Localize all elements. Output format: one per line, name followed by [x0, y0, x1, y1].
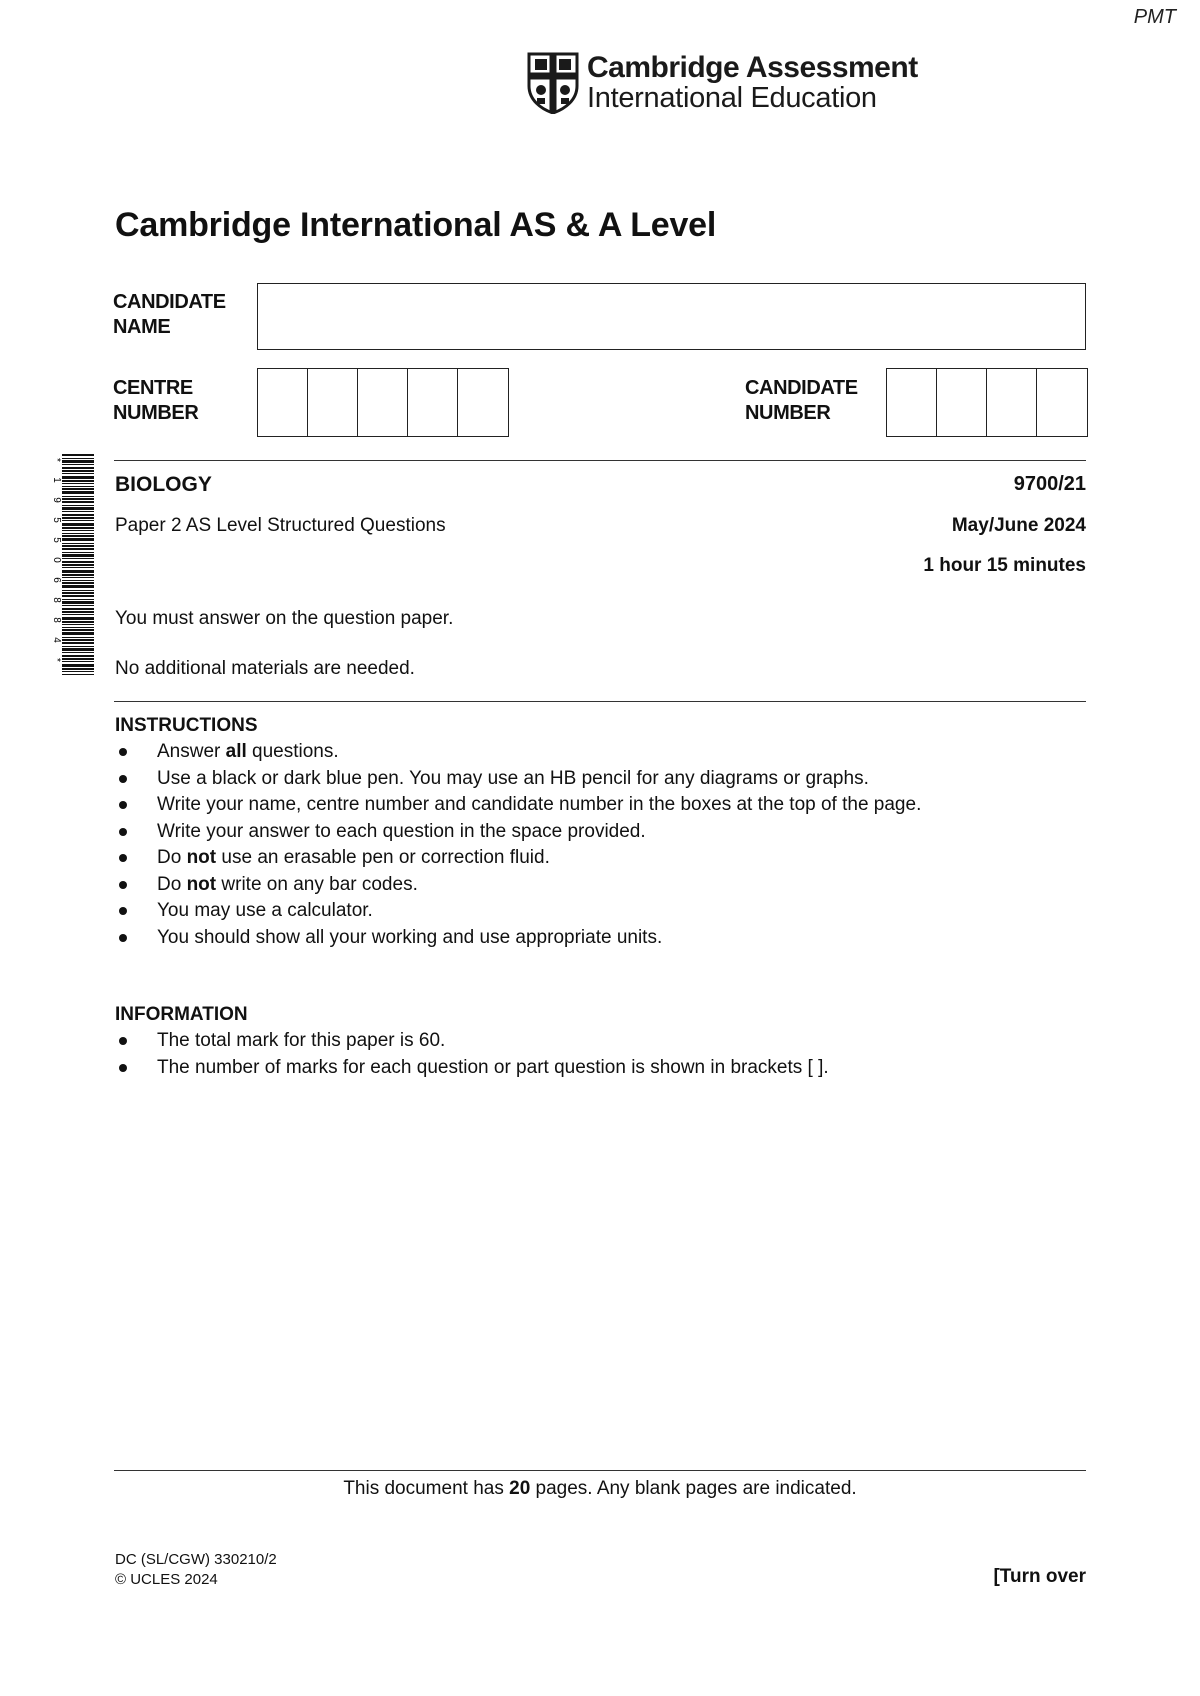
list-item: Do not use an erasable pen or correction fluid. — [115, 845, 921, 872]
barcode-digit: 8 — [51, 617, 62, 623]
information-list — [115, 1028, 829, 1081]
bullet-icon — [119, 907, 127, 915]
digit-box[interactable] — [408, 369, 458, 436]
list-item: The total mark for this paper is 60. — [115, 1028, 829, 1055]
digit-box[interactable] — [1037, 369, 1087, 436]
information-heading: INFORMATION — [115, 1004, 248, 1025]
document-code: DC (SL/CGW) 330210/2 © UCLES 2024 — [115, 1551, 277, 1588]
cambridge-logo — [527, 52, 918, 114]
list-item: Write your answer to each question in the space provided. — [115, 819, 921, 846]
bullet-icon — [119, 828, 127, 836]
session: May/June 2024 — [951, 515, 1086, 536]
list-item: Answer all questions. — [115, 739, 921, 766]
answer-note: You must answer on the question paper. — [115, 608, 454, 629]
digit-box[interactable] — [358, 369, 408, 436]
barcode-digit: 4 — [51, 637, 62, 643]
divider — [114, 1470, 1086, 1471]
bullet-icon — [119, 881, 127, 889]
paper-code: 9700/21 — [1013, 473, 1086, 495]
bullet-icon — [119, 1064, 127, 1072]
logo-line2: International Education — [587, 82, 877, 114]
barcode-icon — [48, 452, 96, 680]
bullet-icon — [119, 934, 127, 942]
digit-box[interactable] — [987, 369, 1037, 436]
centre-number-field[interactable] — [257, 368, 509, 437]
list-item: The number of marks for each question or part question is shown in brackets [ ]. — [115, 1055, 829, 1082]
bullet-icon — [119, 1037, 127, 1045]
list-item: You should show all your working and use appropriate units. — [115, 925, 921, 952]
candidate-name-label: CANDIDATE NAME — [113, 291, 226, 338]
digit-box[interactable] — [308, 369, 358, 436]
turn-over: [Turn over — [993, 1566, 1086, 1587]
list-item: Use a black or dark blue pen. You may use an HB pencil for any diagrams or graphs. — [115, 766, 921, 793]
instructions-heading: INSTRUCTIONS — [115, 715, 258, 736]
materials-note: No additional materials are needed. — [115, 658, 415, 679]
page-title: Cambridge International AS & A Level — [115, 206, 717, 244]
digit-box[interactable] — [458, 369, 508, 436]
subject: BIOLOGY — [115, 473, 212, 496]
duration: 1 hour 15 minutes — [923, 555, 1086, 576]
divider — [114, 701, 1086, 702]
barcode-digit: 1 — [51, 477, 62, 483]
bullet-icon — [119, 775, 127, 783]
page-count-note: This document has 20 pages. Any blank pages are indicated. — [343, 1478, 857, 1499]
candidate-number-field[interactable] — [886, 368, 1088, 437]
list-item: You may use a calculator. — [115, 898, 921, 925]
barcode-digit: * — [51, 658, 62, 662]
list-item: Do not write on any bar codes. — [115, 872, 921, 899]
barcode-digit: 9 — [51, 497, 62, 503]
barcode-digit: 0 — [51, 557, 62, 563]
paper-title: Paper 2 AS Level Structured Questions — [115, 515, 446, 536]
list-item: Write your name, centre number and candidate number in the boxes at the top of the page. — [115, 792, 921, 819]
digit-box[interactable] — [887, 369, 937, 436]
barcode-digit: 8 — [51, 597, 62, 603]
barcode-digit: 6 — [51, 577, 62, 583]
digit-box[interactable] — [937, 369, 987, 436]
bullet-icon — [119, 854, 127, 862]
crest-icon — [527, 52, 579, 114]
instructions-list — [115, 739, 921, 951]
centre-number-label: CENTRE NUMBER — [113, 377, 199, 424]
divider — [114, 460, 1086, 461]
barcode-digit: 5 — [51, 517, 62, 523]
candidate-name-field[interactable] — [257, 283, 1086, 350]
digit-box[interactable] — [258, 369, 308, 436]
candidate-number-label: CANDIDATE NUMBER — [745, 377, 858, 424]
barcode-digit: 5 — [51, 537, 62, 543]
watermark-pmt: PMT — [1133, 6, 1176, 28]
bullet-icon — [119, 801, 127, 809]
bullet-icon — [119, 748, 127, 756]
barcode-digit: * — [51, 458, 62, 462]
logo-line1: Cambridge Assessment — [587, 51, 918, 84]
